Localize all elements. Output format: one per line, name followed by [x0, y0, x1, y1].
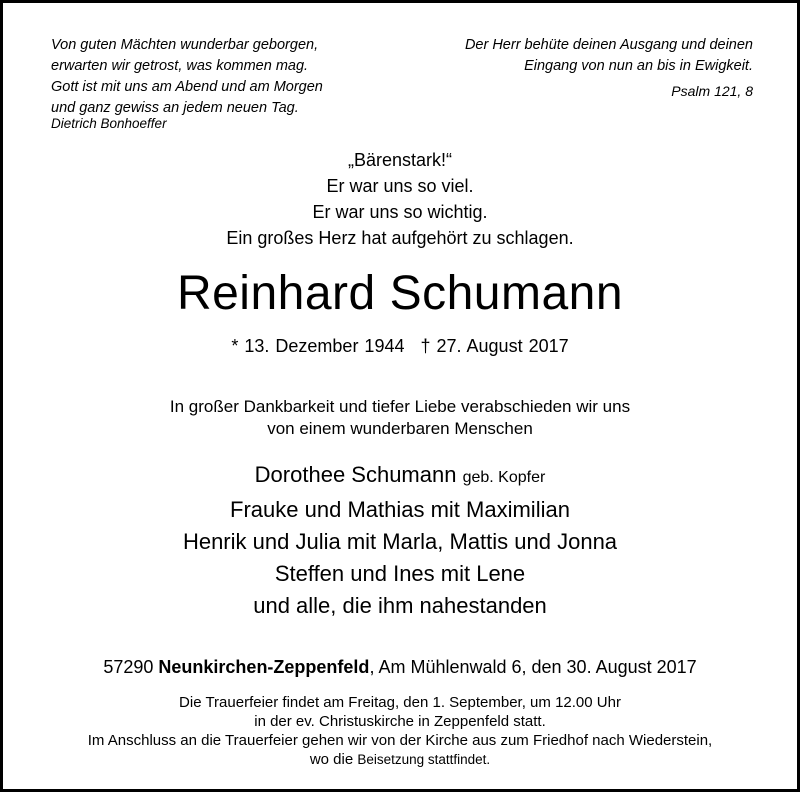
life-dates	[3, 333, 797, 359]
quote-left-line: und ganz gewiss an jedem neuen Tag.	[51, 100, 299, 116]
motto	[3, 147, 797, 251]
motto-line: „Bärenstark!“	[347, 150, 453, 170]
address-rest: , Am Mühlenwald 6, den 30. August 2017	[369, 657, 697, 677]
farewell-intro	[3, 396, 797, 440]
quote-left-line: erwarten wir getrost, was kommen mag.	[51, 58, 309, 74]
deceased-name: Reinhard Schumann	[176, 267, 624, 320]
quote-right-line: Eingang von nun an bis in Ewigkeit.	[524, 58, 753, 74]
spouse-maiden-name: geb. Kopfer	[462, 469, 546, 486]
motto-line: Er war uns so wichtig.	[312, 202, 488, 222]
quote-right-line: Der Herr behüte deinen Ausgang und deinen	[464, 37, 753, 53]
quote-left-line: Von guten Mächten wunderbar geborgen,	[51, 37, 319, 53]
mourner-line: Steffen und Ines mit Lene	[274, 561, 526, 586]
mourner-line: Frauke und Mathias mit Maximilian	[230, 497, 570, 522]
service-line-start: wo die	[309, 751, 354, 768]
bonhoeffer-quote	[51, 35, 391, 119]
birth-date: * 13. Dezember 1944	[231, 336, 405, 356]
postcode: 57290	[103, 657, 154, 677]
intro-line: von einem wunderbaren Menschen	[267, 419, 533, 438]
service-line: in der ev. Christuskirche in Zeppenfeld statt.	[254, 713, 546, 730]
motto-line: Ein großes Herz hat aufgehört zu schlagen.	[226, 228, 574, 248]
service-line	[3, 750, 797, 769]
address-line	[3, 655, 797, 679]
quote-left-line: Gott ist mit uns am Abend und am Morgen	[51, 79, 323, 95]
psalm-quote	[413, 35, 753, 77]
death-date: † 27. August 2017	[420, 336, 569, 356]
spouse-line	[3, 459, 797, 494]
service-line: Im Anschluss an die Trauerfeier gehen wir von der Kirche aus zum Friedhof nach Wiederstein,	[87, 732, 713, 749]
mourners-list	[3, 459, 797, 622]
funeral-service-info	[3, 693, 797, 769]
mourner-line: Henrik und Julia mit Marla, Mattis und Jonna	[182, 529, 618, 554]
psalm-reference: Psalm 121, 8	[671, 83, 753, 99]
quote-author: Dietrich Bonhoeffer	[51, 116, 167, 131]
motto-line: Er war uns so viel.	[326, 176, 474, 196]
service-line-end: Beisetzung stattfindet.	[357, 752, 491, 767]
intro-line: In großer Dankbarkeit und tiefer Liebe verabschieden wir uns	[169, 397, 631, 416]
spouse-name: Dorothee Schumann	[254, 462, 457, 487]
town: Neunkirchen-Zeppenfeld	[158, 657, 370, 677]
service-line: Die Trauerfeier findet am Freitag, den 1. September, um 12.00 Uhr	[179, 694, 621, 711]
mourner-line: und alle, die ihm nahestanden	[253, 593, 547, 618]
